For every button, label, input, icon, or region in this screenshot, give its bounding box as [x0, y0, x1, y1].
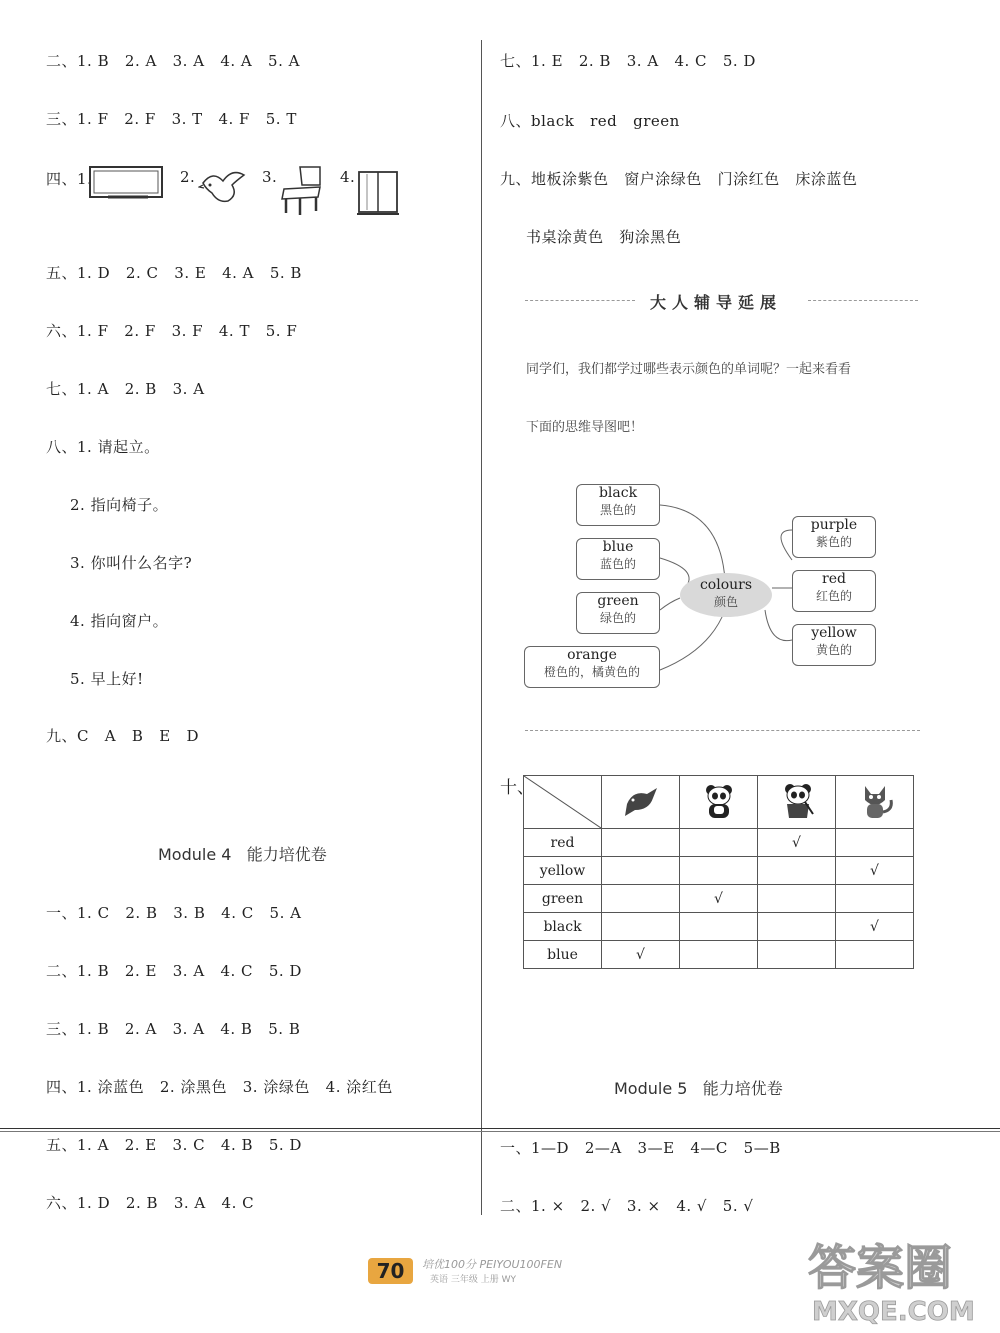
mindmap-node-yellow	[792, 624, 876, 666]
module4-title: Module 4 能力培优卷	[158, 845, 327, 864]
mindmap-center-en: colours	[699, 577, 753, 593]
cell	[836, 941, 914, 969]
answer-line-r9: 九、地板涂紫色 窗户涂绿色 门涂红色 床涂蓝色	[500, 170, 858, 188]
blackboard-icon	[88, 165, 166, 201]
answer-line-9: 九、C A B E D	[46, 727, 200, 745]
mindmap-en: blue	[602, 539, 634, 555]
answer-line-2: 二、1. B 2. A 3. A 4. A 5. A	[46, 52, 300, 70]
cell	[602, 857, 680, 885]
table-row	[524, 857, 914, 885]
intro-line-2: 下面的思维导图吧！	[526, 420, 644, 435]
answer-line-3: 三、1. F 2. F 3. T 4. F 5. T	[46, 110, 297, 128]
module5-title: Module 5 能力培优卷	[614, 1079, 783, 1098]
cell: √	[680, 885, 758, 913]
intro-line-1: 同学们，我们都学过哪些表示颜色的单词呢？一起来看看	[526, 362, 852, 377]
answer-line-6: 六、1. F 2. F 3. F 4. T 5. F	[46, 322, 298, 340]
m4-line-1: 一、1. C 2. B 3. B 4. C 5. A	[46, 904, 302, 922]
cell	[758, 885, 836, 913]
section-divider	[525, 730, 920, 731]
panda-icon	[775, 780, 819, 820]
cell	[602, 885, 680, 913]
cell	[602, 829, 680, 857]
m4-line-2: 二、1. B 2. E 3. A 4. C 5. D	[46, 962, 302, 980]
chair-icon	[278, 163, 326, 217]
mindmap-cn: 蓝色的	[599, 557, 636, 571]
mindmap-cn: 绿色的	[599, 611, 636, 625]
answer-line-8-2: 2. 指向椅子。	[70, 496, 169, 514]
answer-line-8-4: 4. 指向窗户。	[70, 612, 169, 630]
answer-line-8: 八、1. 请起立。	[46, 438, 160, 456]
pic-num-4: 4.	[340, 168, 356, 186]
m5-line-2: 二、1. × 2. √ 3. × 4. √ 5. √	[500, 1197, 754, 1215]
cell: √	[836, 857, 914, 885]
mindmap-node-blue	[576, 538, 660, 580]
col-panda-1	[680, 776, 758, 829]
cell	[680, 829, 758, 857]
svg-text:MXQE.COM: MXQE.COM	[812, 1297, 975, 1327]
mindmap-node-purple	[792, 516, 876, 558]
mindmap-node-black	[576, 484, 660, 526]
mindmap-cn: 红色的	[815, 589, 852, 603]
cell	[836, 829, 914, 857]
mindmap-en: purple	[810, 517, 858, 533]
pic-num-3: 3.	[262, 168, 278, 186]
col-bird	[602, 776, 680, 829]
mindmap-cn: 紫色的	[815, 535, 852, 549]
row-label: black	[524, 913, 602, 941]
answer-line-4: 四、1.	[46, 170, 93, 188]
dash-left	[525, 300, 635, 301]
mindmap-node-orange	[524, 646, 660, 688]
table-row	[524, 913, 914, 941]
mindmap-en: black	[598, 485, 638, 501]
table-row	[524, 885, 914, 913]
mindmap-center-cn: 颜色	[713, 595, 738, 609]
col-panda-2	[758, 776, 836, 829]
diagonal-header-cell	[524, 776, 602, 829]
mindmap-center	[680, 573, 772, 617]
question-10-label: 十、	[500, 778, 534, 798]
answer-line-7: 七、1. A 2. B 3. A	[46, 380, 205, 398]
mindmap-en: green	[597, 593, 639, 609]
answer-line-8-5: 5. 早上好!	[70, 670, 144, 688]
cell: √	[758, 829, 836, 857]
m4-line-5: 五、1. A 2. E 3. C 4. B 5. D	[46, 1136, 302, 1154]
page-rule-secondary	[0, 1131, 1000, 1132]
window-icon	[355, 168, 403, 218]
cell	[680, 941, 758, 969]
watermark-logo	[800, 1222, 990, 1327]
answer-line-5: 五、1. D 2. C 3. E 4. A 5. B	[46, 264, 302, 282]
fox-icon	[853, 780, 897, 820]
footer-brand: 培优100分 PEIYOU100FEN	[422, 1258, 563, 1271]
cell: √	[602, 941, 680, 969]
col-fox	[836, 776, 914, 829]
column-divider	[481, 40, 482, 1215]
table-row	[524, 829, 914, 857]
mindmap-node-red	[792, 570, 876, 612]
m5-line-1: 一、1—D 2—A 3—E 4—C 5—B	[500, 1139, 781, 1157]
m4-line-3: 三、1. B 2. A 3. A 4. B 5. B	[46, 1020, 301, 1038]
table-row	[524, 941, 914, 969]
cell	[758, 941, 836, 969]
mindmap-node-green	[576, 592, 660, 634]
mindmap-en: orange	[567, 647, 617, 663]
footer-sub: 英语 三年级 上册 WY	[430, 1275, 516, 1285]
cell	[836, 885, 914, 913]
page-number: 70	[368, 1258, 413, 1284]
panda-icon	[697, 780, 741, 820]
row-label: blue	[524, 941, 602, 969]
m4-line-4: 四、1. 涂蓝色 2. 涂黑色 3. 涂绿色 4. 涂红色	[46, 1078, 393, 1096]
diagonal-line	[524, 776, 601, 828]
cell: √	[836, 913, 914, 941]
dash-right	[808, 300, 918, 301]
cell	[602, 913, 680, 941]
cell	[758, 857, 836, 885]
answer-line-8-3: 3. 你叫什么名字?	[70, 554, 193, 572]
answer-line-r7: 七、1. E 2. B 3. A 4. C 5. D	[500, 52, 756, 70]
row-label: red	[524, 829, 602, 857]
page-rule	[0, 1128, 1000, 1129]
mindmap-en: yellow	[811, 625, 857, 641]
mindmap-en: red	[822, 571, 846, 587]
row-label: green	[524, 885, 602, 913]
table-header-row	[524, 776, 914, 829]
cell	[680, 913, 758, 941]
extension-title: 大人辅导延展	[650, 293, 783, 312]
svg-text:答案圈: 答案圈	[808, 1240, 953, 1296]
answer-line-r9b: 书桌涂黄色 狗涂黑色	[526, 228, 682, 246]
m4-line-6: 六、1. D 2. B 3. A 4. C	[46, 1194, 255, 1212]
pic-num-2: 2.	[180, 168, 196, 186]
mindmap-cn: 黄色的	[815, 643, 852, 657]
mindmap-cn: 黑色的	[599, 503, 636, 517]
cell	[680, 857, 758, 885]
mindmap-cn: 橙色的，橘黄色的	[543, 665, 640, 679]
bird-icon	[198, 165, 250, 207]
answer-line-r8: 八、black red green	[500, 112, 680, 130]
bird-icon	[619, 780, 663, 820]
row-label: yellow	[524, 857, 602, 885]
cell	[758, 913, 836, 941]
color-table	[523, 775, 914, 969]
